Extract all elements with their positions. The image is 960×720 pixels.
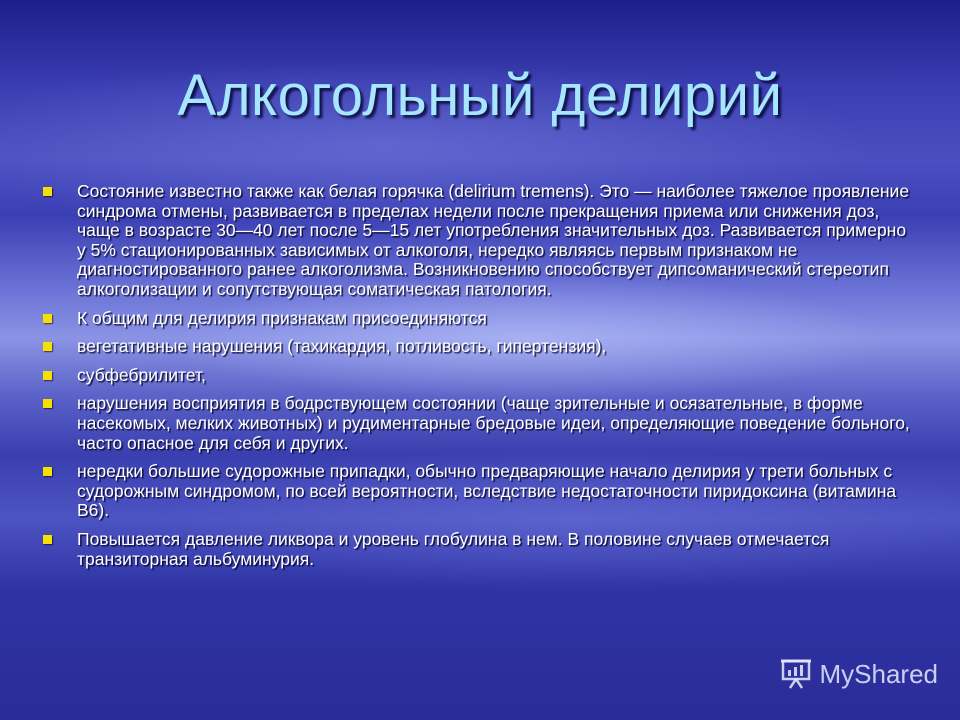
bullet-item bbox=[40, 309, 915, 329]
bullet-item bbox=[40, 337, 915, 357]
bullet-square-icon bbox=[43, 535, 52, 544]
bullet-text: Состояние известно также как белая горячка (delirium tremens). Это — наиболее тяжелое проявление синдрома отмены, развивается в пределах недели после прекращения приема или снижения доз, чаще в возрасте 30—40 лет после 5—15 лет употребления значительных доз. Развивается примерно у 5% стационированных зависимых от алкоголя, нередко являясь первым признаком не диагностированного ранее алкоголизма. Возникновению способствует дипсоманический стереотип алкоголизации и сопутствующая соматическая патология. bbox=[77, 181, 910, 299]
watermark bbox=[778, 658, 939, 690]
bullet-text: Повышается давление ликвора и уровень глобулина в нем. В половине случаев отмечается транзиторная альбуминурия. bbox=[77, 528, 830, 569]
bullet-text: нередки большие судорожные припадки, обычно предваряющие начало делирия у трети больных с судорожным синдромом, по всей вероятности, вследствие недостаточности пиридоксина (витамина В6). bbox=[77, 461, 897, 521]
presentation-board-icon bbox=[778, 658, 814, 690]
bullet-item bbox=[40, 182, 915, 300]
bullet-square-icon bbox=[43, 399, 52, 408]
bullet-square-icon bbox=[43, 314, 52, 323]
bullet-item bbox=[40, 462, 915, 521]
bullet-text: вегетативные нарушения (тахикардия, потливость, гипертензия), bbox=[77, 336, 607, 357]
bullet-item bbox=[40, 530, 915, 569]
bullet-item bbox=[40, 366, 915, 386]
bullet-text: субфебрилитет, bbox=[77, 364, 206, 385]
bullet-list bbox=[40, 182, 915, 578]
bullet-text: К общим для делирия признакам присоединяются bbox=[77, 307, 487, 328]
watermark-text: MyShared bbox=[819, 658, 938, 689]
slide-title: Алкогольный делирий bbox=[177, 63, 783, 128]
bullet-text: нарушения восприятия в бодрствующем состоянии (чаще зрительные и осязательные, в форме насекомых, мелких животных) и рудиментарные бредовые идеи, определяющие поведение больного, часто опасное для себя и других. bbox=[77, 393, 910, 453]
bullet-square-icon bbox=[43, 342, 52, 351]
bullet-item bbox=[40, 394, 915, 453]
bullet-square-icon bbox=[43, 187, 52, 196]
bullet-square-icon bbox=[43, 467, 52, 476]
bullet-square-icon bbox=[43, 371, 52, 380]
